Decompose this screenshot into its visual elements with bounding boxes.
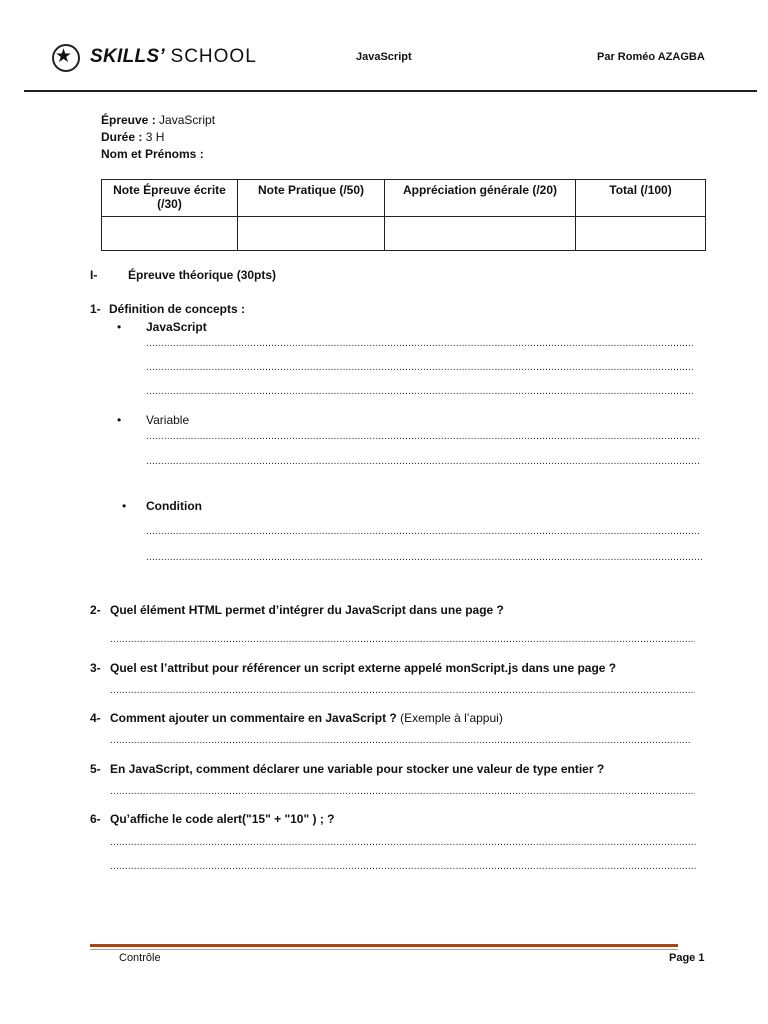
- bullet-icon: •: [117, 413, 122, 427]
- header-subject: JavaScript: [356, 51, 412, 63]
- answer-line[interactable]: [110, 686, 695, 696]
- answer-line[interactable]: [110, 838, 697, 848]
- q4-text: Comment ajouter un commentaire en JavaScript ?: [110, 711, 397, 725]
- q4-number: 4-: [90, 711, 101, 725]
- concept-condition: Condition: [146, 499, 202, 513]
- section-number: I-: [90, 268, 98, 282]
- duree-value: 3 H: [145, 130, 165, 144]
- section-title: Épreuve théorique (30pts): [128, 268, 277, 282]
- q2-text: Quel élément HTML permet d’intégrer du JavaScript dans une page ?: [110, 603, 504, 617]
- nom-label: Nom et Prénoms :: [101, 147, 204, 161]
- q6-number: 6-: [90, 812, 101, 826]
- q1-number: 1-: [90, 302, 101, 316]
- footer-left: Contrôle: [119, 952, 161, 964]
- grades-table: [101, 179, 706, 251]
- q3-text-before: Quel est l’attribut pour référencer un script externe appelé: [110, 661, 446, 675]
- grades-header-pratique: Note Pratique (/50): [238, 180, 385, 217]
- answer-line[interactable]: [110, 787, 695, 797]
- footer-divider: [90, 944, 678, 947]
- epreuve-line: [101, 113, 215, 127]
- star-icon: ★: [55, 46, 73, 67]
- answer-line[interactable]: [146, 387, 694, 397]
- grades-header-appreciation: Appréciation générale (/20): [385, 180, 576, 217]
- answer-line[interactable]: [146, 432, 701, 442]
- answer-line[interactable]: [110, 635, 695, 645]
- epreuve-value: JavaScript: [159, 113, 216, 127]
- logo: [90, 46, 257, 68]
- q5-number: 5-: [90, 762, 101, 776]
- q3-number: 3-: [90, 661, 101, 675]
- answer-line[interactable]: [146, 339, 694, 349]
- grades-cell-pratique[interactable]: [238, 217, 385, 251]
- epreuve-label: Épreuve :: [101, 113, 156, 127]
- q3-text: [110, 661, 616, 675]
- page-number: Page 1: [669, 952, 705, 964]
- grades-cell-ecrite[interactable]: [102, 217, 238, 251]
- concept-javascript: JavaScript: [146, 320, 207, 334]
- answer-line[interactable]: [146, 363, 694, 373]
- answer-line[interactable]: [146, 457, 701, 467]
- footer-divider-thin: [90, 949, 678, 950]
- logo-light-text: SCHOOL: [170, 46, 257, 67]
- q5-text: En JavaScript, comment déclarer une variable pour stocker une valeur de type entier ?: [110, 762, 605, 776]
- grades-cell-appreciation[interactable]: [385, 217, 576, 251]
- answer-line[interactable]: [146, 553, 703, 563]
- duree-label: Durée :: [101, 130, 143, 144]
- bullet-icon: •: [117, 320, 122, 334]
- bullet-icon: •: [122, 499, 127, 513]
- q4-line: [110, 711, 503, 725]
- q3-line: [90, 661, 101, 675]
- grades-header-total: Total (/100): [576, 180, 706, 217]
- answer-line[interactable]: [110, 862, 697, 872]
- q3-text-after: dans une page ?: [518, 661, 617, 675]
- answer-line[interactable]: [110, 736, 690, 746]
- q6-text: Qu’affiche le code alert("15" + "10" ) ; ?: [110, 812, 335, 826]
- concept-variable: Variable: [146, 413, 190, 427]
- duree-line: [101, 130, 164, 144]
- q3-text-strong: monScript.js: [445, 661, 519, 675]
- q1-title: Définition de concepts :: [109, 302, 246, 316]
- header-divider: [24, 90, 757, 92]
- grades-cell-total[interactable]: [576, 217, 706, 251]
- answer-line[interactable]: [146, 527, 701, 537]
- header-author: Par Roméo AZAGBA: [597, 51, 705, 63]
- q2-number: 2-: [90, 603, 101, 617]
- q4-note: (Exemple à l’appui): [400, 711, 503, 725]
- grades-header-ecrite: Note Épreuve écrite (/30): [102, 180, 238, 217]
- logo-bold-text: SKILLS’: [90, 46, 165, 67]
